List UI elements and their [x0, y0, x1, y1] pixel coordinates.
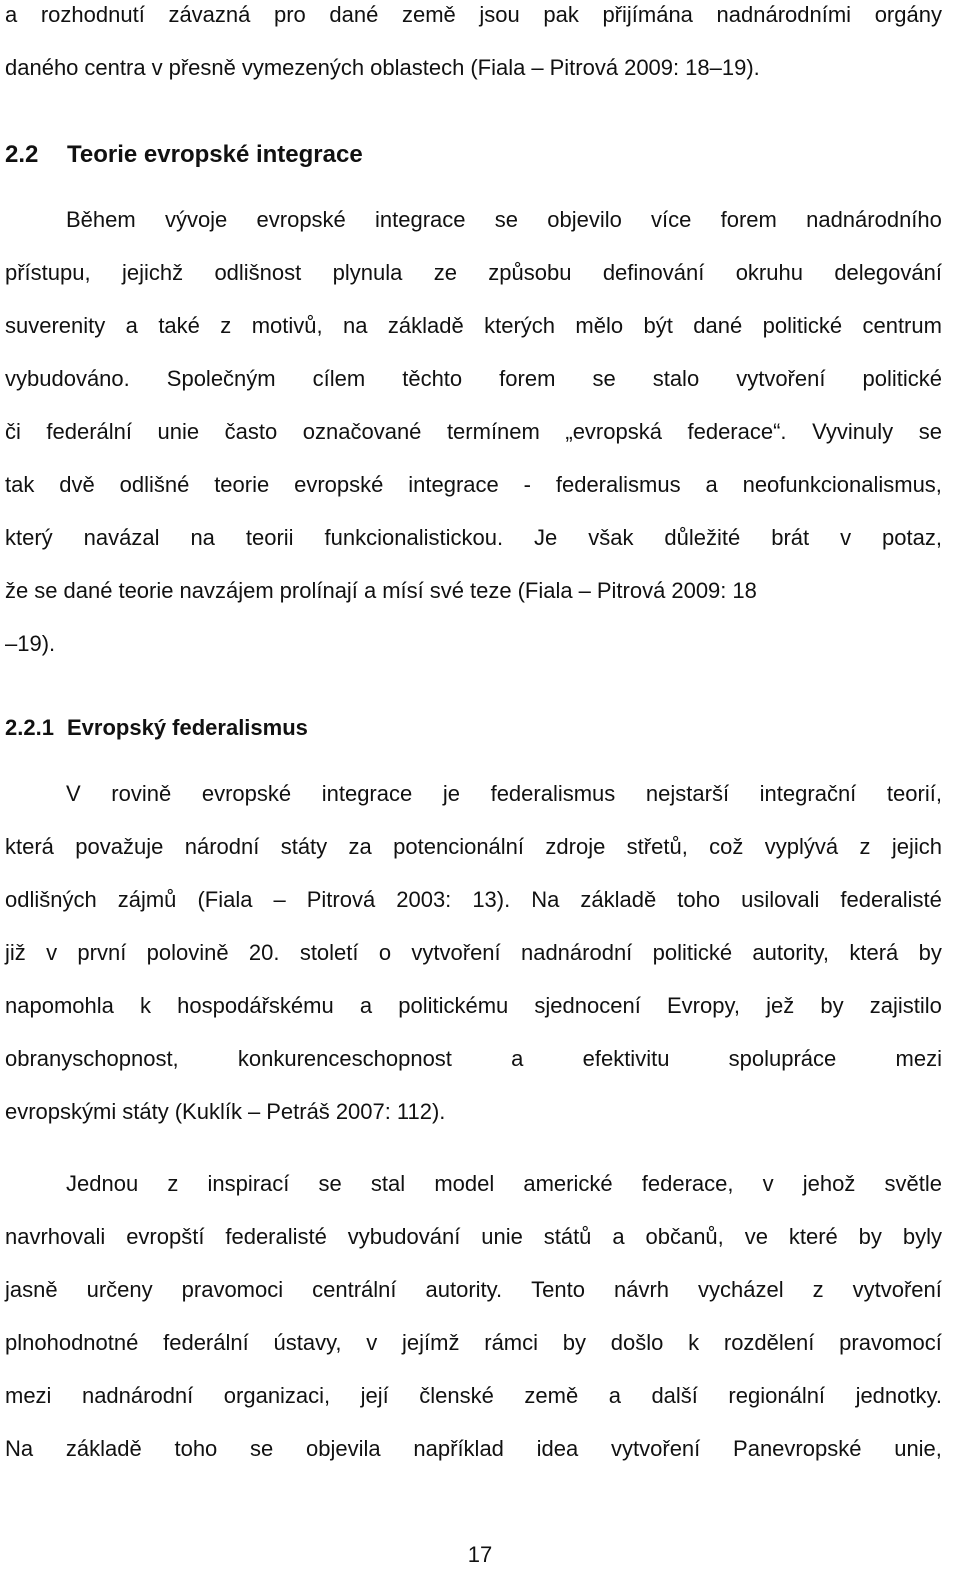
- page-number: 17: [467, 1542, 493, 1567]
- paragraph-line: tak dvě odlišné teorie evropské integrace - federalismus a neofunkcionalismus,: [5, 472, 942, 497]
- paragraph-line: obranyschopnost, konkurenceschopnost a efektivitu spolupráce mezi: [5, 1046, 942, 1071]
- paragraph-line: suverenity a také z motivů, na základě kterých mělo být dané politické centrum: [5, 313, 942, 338]
- paragraph-line: navrhovali evropští federalisté vybudování unie států a občanů, ve které by byly: [5, 1224, 942, 1249]
- section-heading-2-2: [5, 140, 942, 170]
- section-heading-2-2-1: [5, 713, 942, 743]
- paragraph-line: napomohla k hospodářskému a politickému sjednocení Evropy, jež by zajistilo: [5, 993, 942, 1018]
- paragraph-line: V rovině evropské integrace je federalismus nejstarší integrační teorií,: [66, 781, 942, 806]
- paragraph-line: přístupu, jejichž odlišnost plynula ze způsobu definování okruhu delegování: [5, 260, 942, 285]
- intro-line: a rozhodnutí závazná pro dané země jsou pak přijímána nadnárodními orgány: [5, 2, 942, 27]
- section-heading-2-2-1-title: Evropský federalismus: [67, 715, 308, 740]
- paragraph-line: který navázal na teorii funkcionalistickou. Je však důležité brát v potaz,: [5, 525, 942, 550]
- paragraph-line: mezi nadnárodní organizaci, její členské země a další regionální jednotky.: [5, 1383, 942, 1408]
- paragraph-line: že se dané teorie navzájem prolínají a mísí své teze (Fiala – Pitrová 2009: 18: [5, 578, 757, 603]
- paragraph-line: Jednou z inspirací se stal model americké federace, v jehož světle: [66, 1171, 942, 1196]
- intro-line: daného centra v přesně vymezených oblastech (Fiala – Pitrová 2009: 18–19).: [5, 55, 760, 80]
- paragraph-line: evropskými státy (Kuklík – Petráš 2007: 112).: [5, 1099, 446, 1124]
- paragraph-line: –19).: [5, 631, 56, 656]
- paragraph-line: plnohodnotné federální ústavy, v jejímž rámci by došlo k rozdělení pravomocí: [5, 1330, 942, 1355]
- paragraph-line: či federální unie často označované termínem „evropská federace“. Vyvinuly se: [5, 419, 942, 444]
- paragraph-line: vybudováno. Společným cílem těchto forem se stalo vytvoření politické: [5, 366, 942, 391]
- paragraph-line: již v první polovině 20. století o vytvoření nadnárodní politické autority, která by: [5, 940, 942, 965]
- paragraph-line: která považuje národní státy za potencionální zdroje střetů, což vyplývá z jejich: [5, 834, 942, 859]
- section-heading-2-2-number: 2.2: [5, 141, 39, 168]
- section-heading-2-2-1-number: 2.2.1: [5, 715, 54, 740]
- paragraph-line: jasně určeny pravomoci centrální autority. Tento návrh vycházel z vytvoření: [5, 1277, 942, 1302]
- paragraph-line: Na základě toho se objevila například idea vytvoření Panevropské unie,: [5, 1436, 942, 1461]
- paragraph-line: Během vývoje evropské integrace se objevilo více forem nadnárodního: [66, 207, 942, 232]
- section-heading-2-2-title: Teorie evropské integrace: [67, 141, 363, 168]
- paragraph-line: odlišných zájmů (Fiala – Pitrová 2003: 13). Na základě toho usilovali federalisté: [5, 887, 942, 912]
